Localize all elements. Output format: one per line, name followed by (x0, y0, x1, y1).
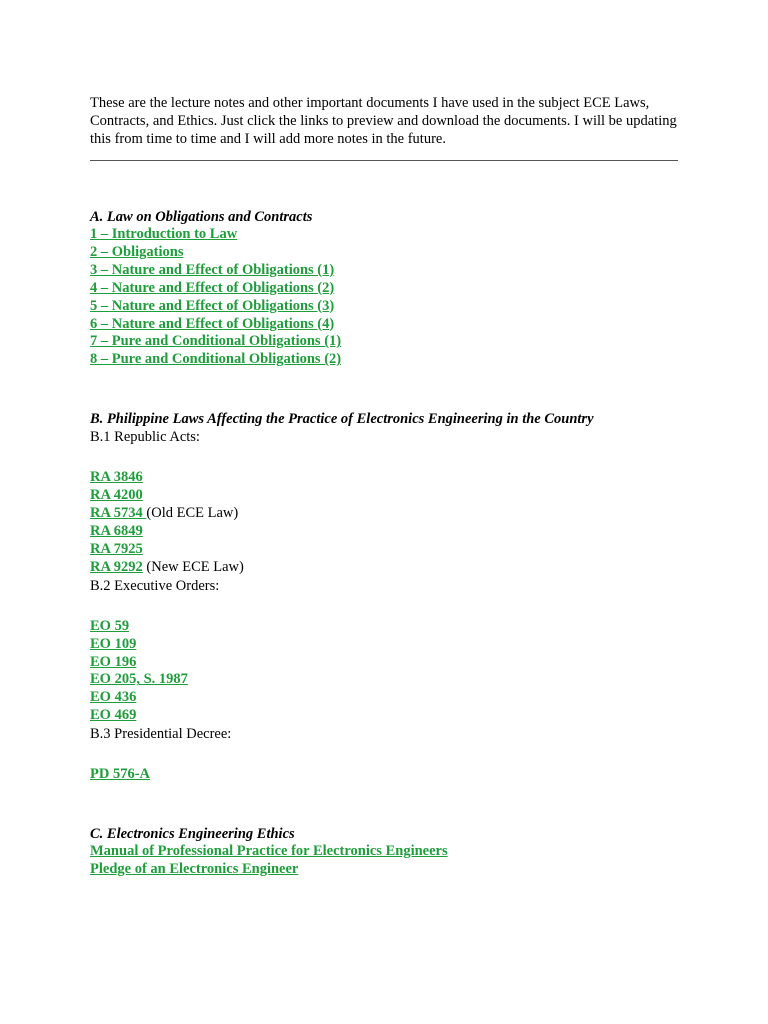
spacer (90, 446, 680, 469)
intro-paragraph: These are the lecture notes and other important documents I have used in the subject ECE Laws, Contracts, and Ethics. Just click the links to preview and download the documents. I will be updating this from time to time and I will add more notes in the future. (90, 95, 677, 147)
list-item (90, 523, 680, 541)
doc-link-eo-436[interactable]: EO 436 (90, 689, 137, 706)
list-item (90, 766, 680, 784)
section-c-links (90, 843, 680, 879)
list-item (90, 843, 680, 861)
list-item (90, 226, 680, 244)
doc-link-manual-professional-practice[interactable]: Manual of Professional Practice for Electronics Engineers (90, 843, 448, 860)
republic-acts-label: B.1 Republic Acts: (90, 429, 200, 446)
doc-link-pure-conditional-2[interactable]: 8 – Pure and Conditional Obligations (2) (90, 351, 342, 368)
doc-link-eo-469[interactable]: EO 469 (90, 707, 137, 724)
doc-link-ra-4200[interactable]: RA 4200 (90, 487, 143, 504)
list-item (90, 671, 680, 689)
list-item (90, 654, 680, 672)
list-item (90, 541, 680, 559)
executive-orders-links (90, 618, 680, 725)
list-item (90, 487, 680, 505)
list-item (90, 861, 680, 879)
doc-link-eo-109[interactable]: EO 109 (90, 635, 137, 652)
ra-9292-note: (New ECE Law) (142, 558, 244, 575)
spacer (90, 161, 680, 208)
doc-link-pure-conditional-1[interactable]: 7 – Pure and Conditional Obligations (1) (90, 333, 342, 350)
list-item (90, 262, 680, 280)
ra-5734-note: (Old ECE Law) (146, 505, 239, 522)
spacer (90, 369, 680, 410)
presidential-decree-links (90, 766, 680, 784)
doc-link-eo-205[interactable]: EO 205, S. 1987 (90, 671, 188, 688)
doc-link-ra-6849[interactable]: RA 6849 (90, 522, 143, 539)
list-item (90, 689, 680, 707)
doc-link-nature-effect-2[interactable]: 4 – Nature and Effect of Obligations (2) (90, 279, 335, 296)
spacer (90, 595, 680, 618)
doc-link-ra-5734[interactable]: RA 5734 (90, 505, 147, 522)
list-item (90, 505, 680, 523)
list-item (90, 316, 680, 334)
list-item (90, 469, 680, 487)
doc-link-nature-effect-1[interactable]: 3 – Nature and Effect of Obligations (1) (90, 261, 335, 278)
section-a-heading: A. Law on Obligations and Contracts (90, 209, 313, 225)
list-item (90, 333, 680, 351)
list-item (90, 618, 680, 636)
list-item (90, 559, 680, 577)
doc-link-pledge[interactable]: Pledge of an Electronics Engineer (90, 860, 299, 877)
list-item (90, 351, 680, 369)
document-page (90, 94, 680, 879)
doc-link-ra-9292[interactable]: RA 9292 (90, 558, 143, 575)
section-a-links (90, 226, 680, 369)
executive-orders-label: B.2 Executive Orders: (90, 577, 220, 594)
doc-link-ra-7925[interactable]: RA 7925 (90, 540, 143, 557)
doc-link-nature-effect-4[interactable]: 6 – Nature and Effect of Obligations (4) (90, 315, 335, 332)
doc-link-nature-effect-3[interactable]: 5 – Nature and Effect of Obligations (3) (90, 297, 335, 314)
section-c-heading: C. Electronics Engineering Ethics (90, 826, 295, 843)
spacer (90, 784, 680, 825)
list-item (90, 244, 680, 262)
section-b-heading: B. Philippine Laws Affecting the Practice of Electronics Engineering in the Country (90, 411, 594, 428)
list-item (90, 707, 680, 725)
republic-acts-links (90, 469, 680, 576)
doc-link-introduction-to-law[interactable]: 1 – Introduction to Law (90, 226, 238, 242)
list-item (90, 280, 680, 298)
spacer (90, 743, 680, 766)
presidential-decree-label: B.3 Presidential Decree: (90, 726, 232, 743)
list-item (90, 636, 680, 654)
doc-link-eo-59[interactable]: EO 59 (90, 617, 130, 634)
list-item (90, 298, 680, 316)
doc-link-obligations[interactable]: 2 – Obligations (90, 243, 184, 260)
doc-link-ra-3846[interactable]: RA 3846 (90, 469, 143, 486)
doc-link-pd-576a[interactable]: PD 576-A (90, 766, 151, 783)
doc-link-eo-196[interactable]: EO 196 (90, 653, 137, 670)
